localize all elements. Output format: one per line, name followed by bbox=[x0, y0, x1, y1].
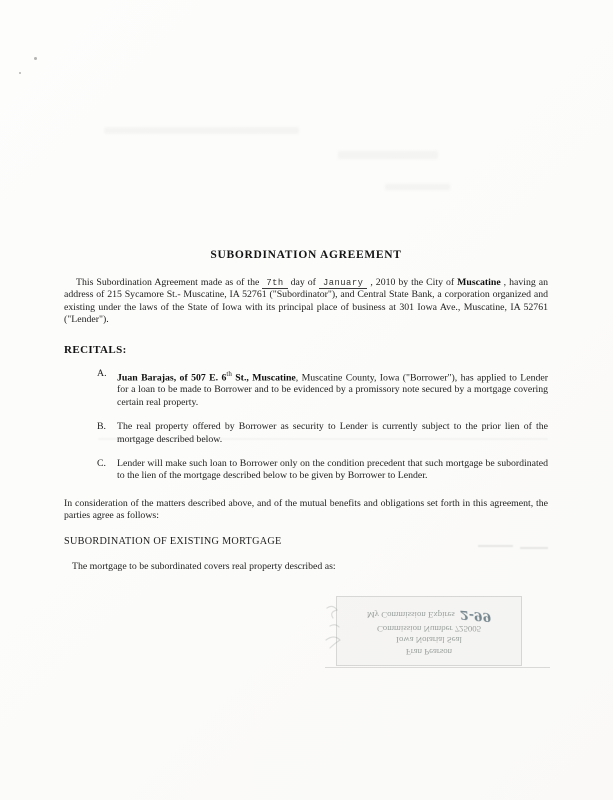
notary-expiration-line bbox=[337, 608, 521, 626]
recital-item-a bbox=[64, 368, 548, 409]
recital-text bbox=[117, 368, 548, 409]
notary-name: Fran Pearson bbox=[405, 647, 453, 657]
day-fill-in: 7th bbox=[262, 278, 287, 289]
notary-seal-label: Iowa Notarial Seal bbox=[396, 635, 462, 646]
recital-text: Lender will make such loan to Borrower only on the condition precedent that such mortgage be subordinated to the lien of the mortgage described below to be given by Borrower to Lender. bbox=[117, 457, 548, 482]
subordination-section-heading: SUBORDINATION OF EXISTING MORTGAGE bbox=[64, 535, 282, 547]
borrower-name-bold: Juan Barajas, of 507 E. 6 bbox=[117, 371, 227, 383]
intro-text: This Subordination Agreement made as of the bbox=[76, 277, 263, 288]
recital-item-c bbox=[64, 458, 548, 483]
month-fill-in: January bbox=[319, 278, 367, 289]
document-title: SUBORDINATION AGREEMENT bbox=[210, 249, 402, 261]
intro-text: , having an address of 215 Sycamore St.- Muscatine, IA 52761 ("Subordinator"), and Central State Bank, a corporation organized and existing under the laws of the State of Iowa with its principal place of business at 301 Iowa Ave., Muscatine, IA 52761 ("Lender"). bbox=[64, 277, 549, 326]
recital-body: , Muscatine County, Iowa ("Borrower"), has applied to Lender for a loan to be made to Borrower and to be evidenced by a promissory note secured by a mortgage covering certain real property. bbox=[117, 371, 549, 408]
handwritten-expiration-date: 2-99 bbox=[459, 608, 492, 626]
faint-ink-scribble bbox=[322, 600, 356, 652]
intro-text: , 2010 by the City of bbox=[367, 277, 458, 288]
intro-paragraph bbox=[64, 277, 548, 327]
recital-marker: A. bbox=[97, 367, 107, 379]
ordinal-superscript: th bbox=[226, 369, 232, 378]
expires-label: My Commission Expires bbox=[366, 610, 455, 621]
recital-marker: B. bbox=[97, 421, 106, 433]
notary-commission-number: Commission Number 725005 bbox=[376, 624, 482, 634]
city-name-bold: Muscatine bbox=[457, 277, 501, 288]
notary-stamp bbox=[336, 596, 522, 666]
consideration-paragraph: In consideration of the matters described above, and of the mutual benefits and obligations set forth in this agreement, the parties agree as follows: bbox=[64, 497, 548, 522]
recital-text: The real property offered by Borrower as security to Lender is currently subject to the prior lien of the mortgage described below. bbox=[117, 421, 548, 445]
recital-marker: C. bbox=[97, 457, 106, 469]
recitals-heading: RECITALS: bbox=[64, 343, 127, 356]
recital-item-b bbox=[64, 421, 548, 446]
stamp-bottom-line bbox=[325, 667, 550, 668]
intro-text: day of bbox=[287, 277, 319, 288]
scan-speck bbox=[19, 72, 21, 74]
borrower-address-bold: St., Muscatine bbox=[231, 371, 296, 383]
mortgage-description-line: The mortgage to be subordinated covers real property described as: bbox=[72, 560, 336, 572]
document-body bbox=[64, 0, 548, 583]
scan-speck bbox=[34, 57, 37, 60]
